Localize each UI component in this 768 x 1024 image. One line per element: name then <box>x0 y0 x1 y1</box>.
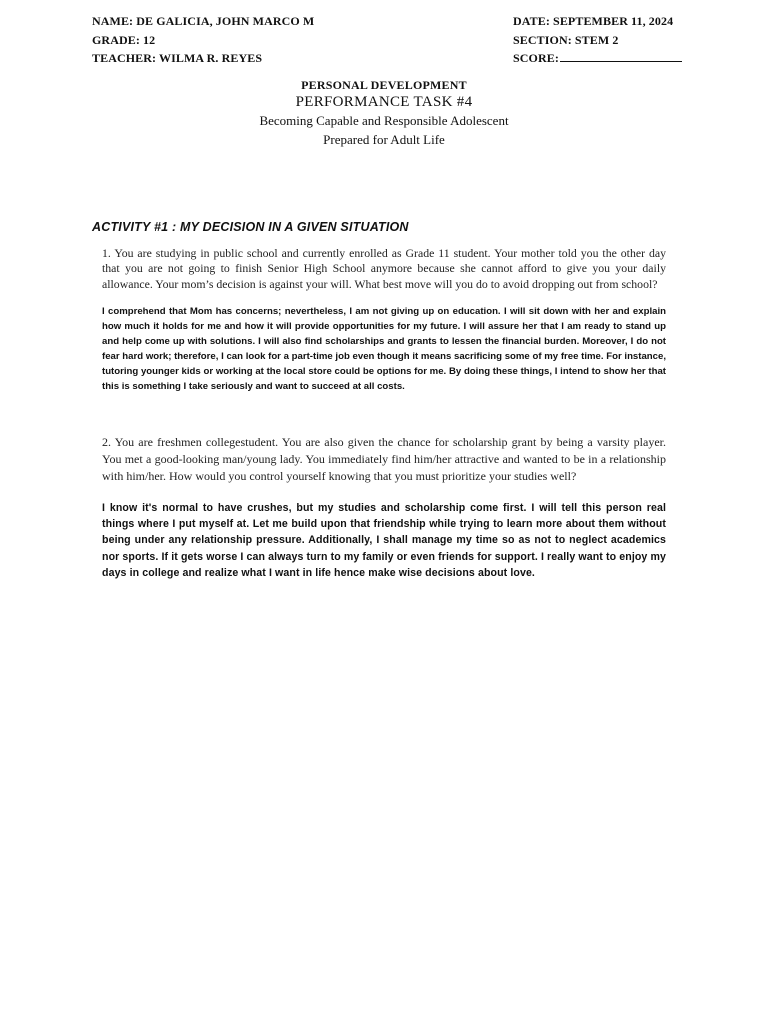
student-section: SECTION: STEM 2 <box>513 32 619 47</box>
answer-2: I know it's normal to have crushes, but my studies and scholarship come first. I will tell this person real things where I put myself at. Let me build upon that friendship while trying to learn more about them without being under any relationship pressure. Additionally, I shall manage my time so as not to neglect academics nor sports. If it gets worse I can always turn to my family or even friends for support. I really want to enjoy my days in college and realize what I want in life hence make wise decisions about love. <box>102 502 666 579</box>
activity-heading: ACTIVITY #1 : MY DECISION IN A GIVEN SITUATION <box>92 220 409 234</box>
subject-title: PERSONAL DEVELOPMENT <box>301 78 467 92</box>
submission-info <box>513 12 682 68</box>
student-grade: GRADE: 12 <box>92 32 156 47</box>
topic-line-2: Prepared for Adult Life <box>323 132 445 147</box>
score-label: SCORE: <box>513 51 559 65</box>
student-name: NAME: DE GALICIA, JOHN MARCO M <box>92 14 315 28</box>
submission-date: DATE: SEPTEMBER 11, 2024 <box>513 14 674 28</box>
question-2: 2. You are freshmen collegestudent. You are also given the chance for scholarship grant by being a varsity player. You met a good-looking man/young lady. You immediately find him/her attractive and wanted to be in a relationship with him/her. How would you control yourself knowing that you must prioritize your studies well? <box>102 435 666 483</box>
question-1: 1. You are studying in public school and currently enrolled as Grade 11 student. Your mother told you the other day that you are not going to finish Senior High School anymore because she cannot afford to give you your daily allowance. Your mom’s decision is against your will. What best move will you do to avoid dropping out from school? <box>102 246 666 291</box>
teacher-name: TEACHER: WILMA R. REYES <box>92 51 263 65</box>
student-info <box>92 12 314 68</box>
score-blank-line <box>560 50 682 62</box>
document-title-block <box>0 78 768 149</box>
score-field <box>513 49 682 68</box>
task-title: PERFORMANCE TASK #4 <box>295 94 473 110</box>
answer-1: I comprehend that Mom has concerns; nevertheless, I am not giving up on education. I will sit down with her and explain how much it holds for me and how it will provide opportunities for my future. I will assure her that I am ready to stand up and help come up with solutions. I will also find scholarships and grants to lessen the financial burden. Moreover, I do not fear hard work; therefore, I can look for a part-time job even though it means sacrificing some of my free time. For instance, tutoring younger kids or working at the local store could be options for me. By doing these things, I intend to show her that this is something I take seriously and want to succeed at all costs. <box>102 306 666 392</box>
topic-line-1: Becoming Capable and Responsible Adolescent <box>259 113 509 128</box>
